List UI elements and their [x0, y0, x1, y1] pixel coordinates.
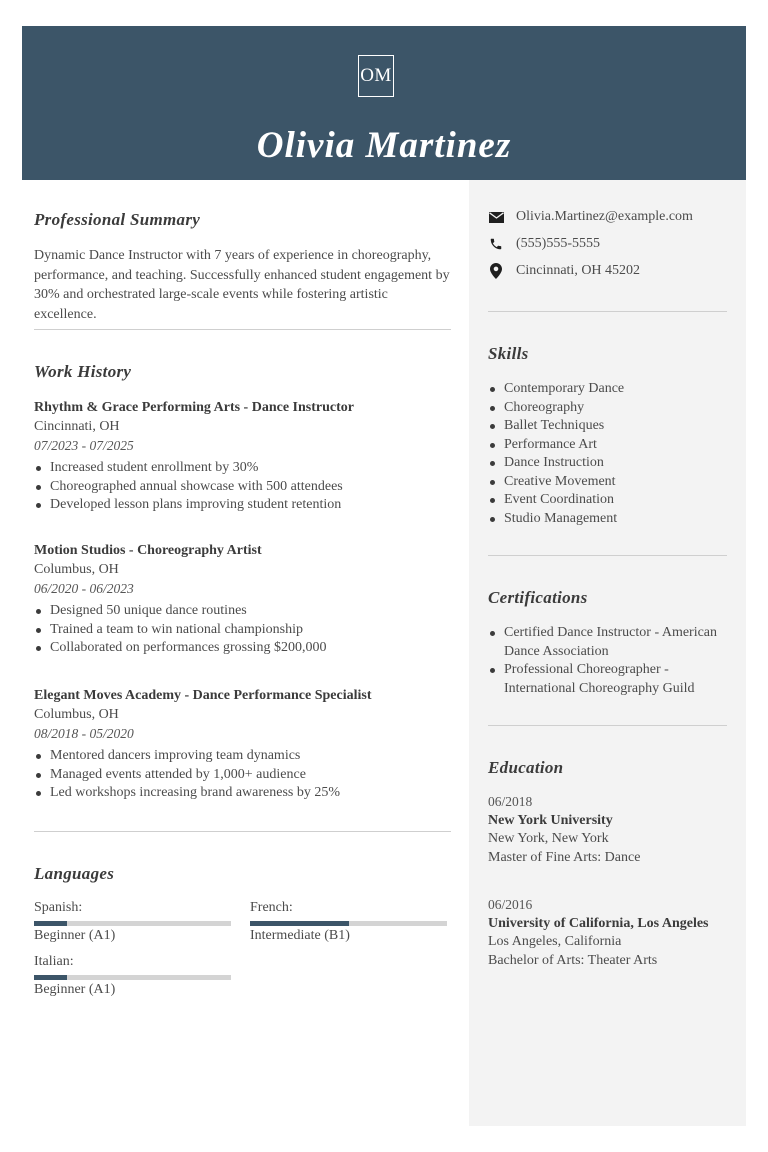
- summary-heading: Professional Summary: [34, 210, 201, 229]
- resume-header: [22, 26, 746, 180]
- job-dates: 07/2023 - 07/2025: [34, 438, 134, 453]
- list-item: Increased student enrollment by 30%: [34, 459, 451, 478]
- language-name: French:: [250, 900, 293, 915]
- list-item: Trained a team to win national championship: [34, 621, 451, 640]
- education-heading: Education: [488, 758, 564, 777]
- monogram-badge: OM: [358, 55, 394, 97]
- certifications-heading: Certifications: [488, 588, 588, 607]
- contact-phone: [488, 236, 600, 252]
- contact-location: [488, 263, 640, 279]
- list-item: Event Coordination: [488, 491, 728, 510]
- section-divider: [34, 831, 451, 832]
- education-entry: [488, 896, 728, 970]
- phone-icon: [488, 236, 504, 252]
- job-entry: [34, 541, 451, 658]
- certifications-list: [488, 624, 718, 698]
- job-title: Rhythm & Grace Performing Arts - Dance Instructor: [34, 400, 354, 415]
- education-degree: Master of Fine Arts: Dance: [488, 849, 641, 865]
- list-item: Studio Management: [488, 510, 728, 529]
- language-level: Beginner (A1): [34, 928, 116, 943]
- proficiency-bar: [34, 921, 231, 926]
- proficiency-bar: [34, 975, 231, 980]
- job-title: Motion Studios - Choreography Artist: [34, 543, 262, 558]
- summary-text: Dynamic Dance Instructor with 7 years of experience in choreography, performance, and teaching. Successfully enhanced student engagement by 30% and orchestrated large-scale events while fostering artistic excellence.: [34, 248, 450, 322]
- skills-list: [488, 380, 728, 528]
- list-item: Creative Movement: [488, 473, 728, 492]
- list-item: Developed lesson plans improving student retention: [34, 496, 451, 515]
- education-location: Los Angeles, California: [488, 934, 622, 949]
- list-item: Led workshops increasing brand awareness by 25%: [34, 784, 451, 803]
- education-school: University of California, Los Angeles: [488, 915, 709, 931]
- job-dates: 06/2020 - 06/2023: [34, 581, 134, 596]
- proficiency-fill: [250, 921, 349, 926]
- job-bullets: [34, 747, 451, 803]
- language-entry: [34, 899, 231, 945]
- language-entry: [34, 953, 231, 999]
- proficiency-fill: [34, 975, 67, 980]
- section-divider: [34, 329, 451, 330]
- list-item: Managed events attended by 1,000+ audience: [34, 766, 451, 785]
- section-divider: [488, 311, 727, 312]
- list-item: Professional Choreographer - International Choreography Guild: [488, 661, 718, 698]
- job-location: Columbus, OH: [34, 562, 119, 577]
- skills-heading: Skills: [488, 344, 529, 363]
- list-item: Performance Art: [488, 436, 728, 455]
- education-entry: [488, 793, 728, 867]
- list-item: Choreography: [488, 399, 728, 418]
- languages-heading: Languages: [34, 864, 115, 883]
- job-location: Columbus, OH: [34, 707, 119, 722]
- phone-text: (555)555-5555: [516, 236, 600, 251]
- list-item: Choreographed annual showcase with 500 attendees: [34, 478, 451, 497]
- language-entry: [250, 899, 447, 945]
- job-location: Cincinnati, OH: [34, 419, 120, 434]
- job-title: Elegant Moves Academy - Dance Performance Specialist: [34, 688, 372, 703]
- list-item: Dance Instruction: [488, 454, 728, 473]
- list-item: Certified Dance Instructor - American Dance Association: [488, 624, 718, 661]
- work-history-heading: Work History: [34, 362, 132, 381]
- education-date: 06/2016: [488, 897, 533, 912]
- job-bullets: [34, 602, 451, 658]
- email-text[interactable]: Olivia.Martinez@example.com: [516, 209, 693, 224]
- language-level: Beginner (A1): [34, 982, 116, 997]
- job-dates: 08/2018 - 05/2020: [34, 726, 134, 741]
- language-name: Spanish:: [34, 900, 83, 915]
- map-pin-icon: [488, 263, 504, 279]
- education-school: New York University: [488, 812, 613, 828]
- list-item: Contemporary Dance: [488, 380, 728, 399]
- education-degree: Bachelor of Arts: Theater Arts: [488, 952, 658, 968]
- proficiency-fill: [34, 921, 67, 926]
- section-divider: [488, 555, 727, 556]
- list-item: Ballet Techniques: [488, 417, 728, 436]
- job-entry: [34, 398, 451, 515]
- job-bullets: [34, 459, 451, 515]
- candidate-name: Olivia Martinez: [256, 125, 512, 166]
- section-divider: [488, 725, 727, 726]
- language-level: Intermediate (B1): [250, 928, 350, 943]
- contact-email: [488, 209, 693, 225]
- proficiency-bar: [250, 921, 447, 926]
- location-text: Cincinnati, OH 45202: [516, 263, 641, 278]
- list-item: Mentored dancers improving team dynamics: [34, 747, 451, 766]
- job-entry: [34, 686, 451, 803]
- list-item: Designed 50 unique dance routines: [34, 602, 451, 621]
- envelope-icon: [488, 209, 504, 225]
- language-name: Italian:: [34, 954, 74, 969]
- education-location: New York, New York: [488, 831, 609, 846]
- education-date: 06/2018: [488, 794, 533, 809]
- list-item: Collaborated on performances grossing $200,000: [34, 639, 451, 658]
